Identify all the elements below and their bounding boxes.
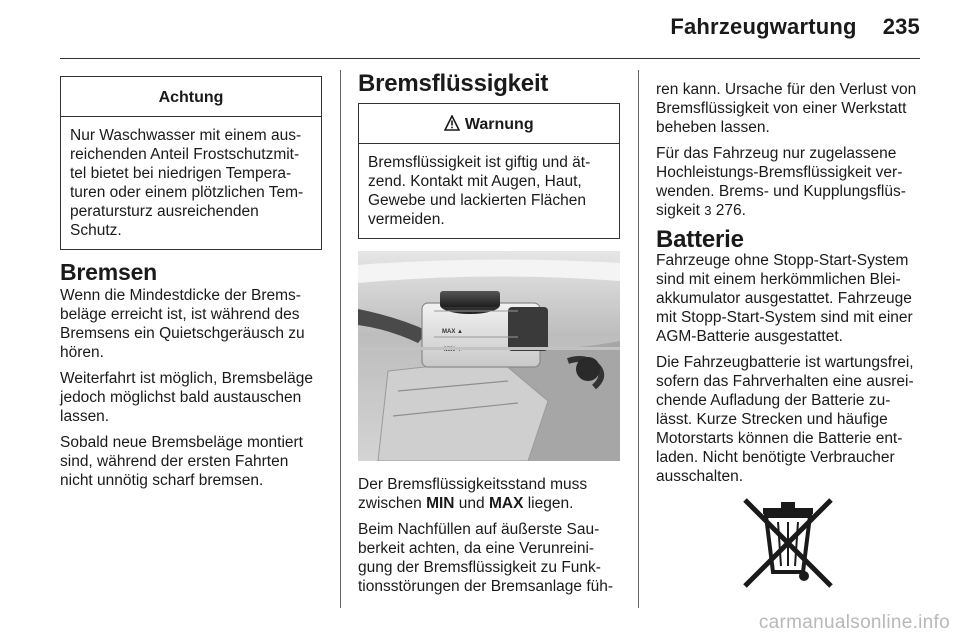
- refill-text-start: Beim Nachfüllen auf äußerste Sau-berkeit achten, da eine Verunreini-gung der Bremsflüssigkeit zu Funk-tionsstörungen der Bremsanlage füh-: [358, 521, 614, 595]
- engine-bay-illustration: [358, 251, 620, 461]
- refill-text-continued: ren kann. Ursache für den Verlust von Bremsflüssigkeit von einer Werkstatt beheben lassen.: [656, 81, 917, 136]
- warnung-header: [359, 104, 619, 144]
- recycling-symbol-wrap: [656, 494, 920, 594]
- bremsfluessigkeit-heading: Bremsflüssigkeit: [358, 70, 549, 97]
- fluid-level-text-part: und: [454, 495, 489, 512]
- fluid-level-text-part: Der Bremsflüssigkeitsstand muss zwischen: [358, 476, 588, 512]
- brake-fluid-reservoir-photo: [358, 251, 620, 461]
- header-rule: [60, 58, 920, 59]
- achtung-text: Nur Waschwasser mit einem aus-reichenden Anteil Frostschutzmit-tel bietet bei niedrigen Tempera-turen oder einem plötzlichen Tem-peratursturz ausreichenden Schutz.: [70, 127, 304, 239]
- page-reference-link[interactable]: 276.: [711, 202, 746, 219]
- approved-fluid-text: [656, 144, 920, 220]
- crossed-out-bin-icon: [733, 494, 843, 594]
- approved-fluid-text-part: Für das Fahrzeug nur zugelassene Hochleistungs-Bremsflüssigkeit ver-wenden. Brems- und Kupplungsflüs-sigkeit: [656, 145, 906, 219]
- max-mark-label: MAX ▲: [442, 329, 463, 335]
- page-header: [670, 14, 920, 40]
- bremsen-paragraph: Sobald neue Bremsbeläge montiert sind, während der ersten Fahrten nicht unnötig scharf bremsen.: [60, 434, 303, 489]
- achtung-box: [60, 76, 322, 250]
- column-right: [656, 80, 920, 594]
- column-divider: [340, 70, 341, 608]
- max-keyword: MAX: [488, 495, 524, 512]
- page-number: 235: [882, 14, 920, 39]
- column-divider: [638, 70, 639, 608]
- batterie-paragraph: Die Fahrzeugbatterie ist wartungsfrei, sofern das Fahrverhalten eine ausrei-chende Aufladung der Batterie zu-lässt. Kurze Strecken und häufige Motorstarts können die Batterie ent-laden. Nicht benötigte Verbraucher ausschalten.: [656, 354, 914, 485]
- watermark: carmanualsonline.info: [758, 612, 950, 633]
- achtung-title: Achtung: [61, 77, 321, 117]
- bremsen-heading: Bremsen: [60, 259, 158, 285]
- column-middle: [358, 70, 620, 596]
- page-reference-arrow-icon: 3: [704, 203, 712, 218]
- warnung-box: [358, 103, 620, 239]
- fluid-level-text-part: liegen.: [523, 495, 574, 512]
- batterie-paragraph: Fahrzeuge ohne Stopp-Start-System sind mit einem herkömmlichen Blei-akkumulator ausgestattet. Fahrzeuge mit Stopp-Start-System sind mit einer AGM-Batterie ausgestattet.: [656, 252, 913, 345]
- min-keyword: MIN: [426, 495, 455, 512]
- batterie-heading: Batterie: [656, 226, 744, 253]
- warnung-title: Warnung: [464, 116, 534, 133]
- warning-triangle-icon: [444, 115, 460, 131]
- page-title: Fahrzeugwartung: [670, 14, 857, 39]
- warnung-text: Bremsflüssigkeit ist giftig und ät-zend. Kontakt mit Augen, Haut, Gewebe und lackierten Flächen vermeiden.: [368, 154, 591, 228]
- column-left: [60, 76, 322, 497]
- bremsen-paragraph: Weiterfahrt ist möglich, Bremsbeläge jedoch möglichst bald austauschen lassen.: [60, 370, 313, 425]
- fluid-level-text: [358, 475, 620, 513]
- bremsen-paragraph: Wenn die Mindestdicke der Brems-beläge erreicht ist, ist während des Bremsens ein Quietschgeräusch zu hören.: [60, 287, 305, 361]
